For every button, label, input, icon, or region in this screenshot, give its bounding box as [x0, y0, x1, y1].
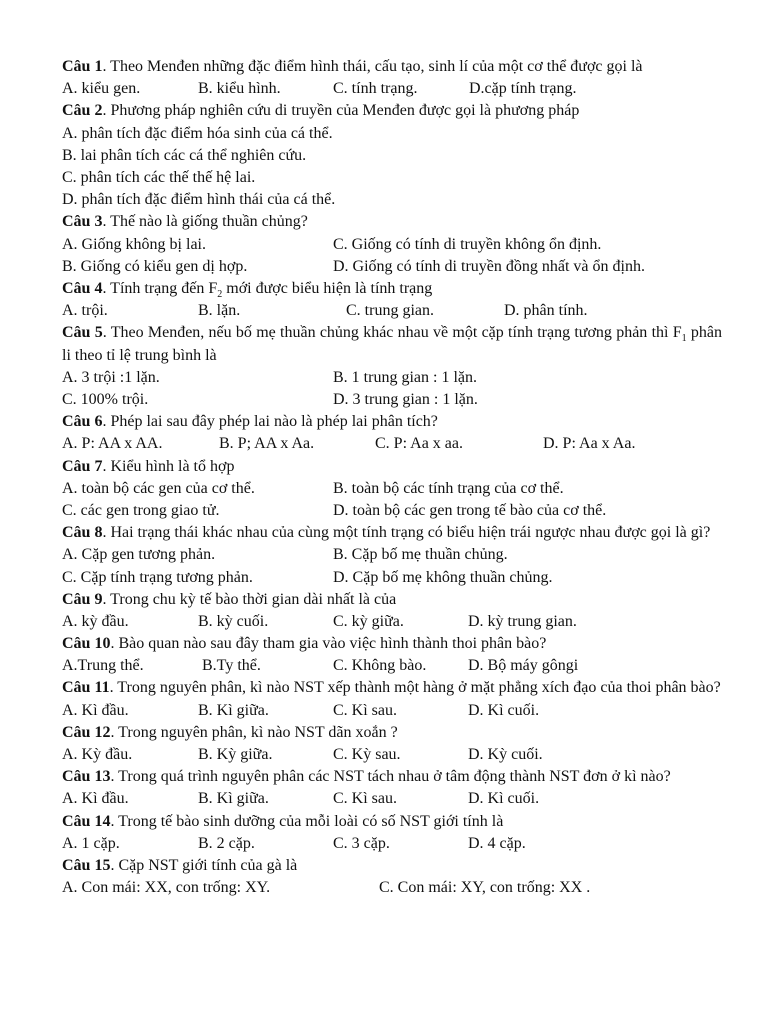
- answer-option: D. Bộ máy gôngi: [468, 657, 579, 675]
- answer-option: B. Kì giữa.: [198, 790, 269, 808]
- answer-option: B. Giống có kiểu gen dị hợp.: [62, 257, 248, 275]
- question-number: Câu 11: [62, 679, 110, 697]
- question-number: Câu 7: [62, 457, 103, 475]
- answer-option: A. trội.: [62, 302, 108, 320]
- answer-option: B. toàn bộ các tính trạng của cơ thể.: [333, 479, 564, 497]
- question-number: Câu 14: [62, 812, 111, 830]
- answer-option: C. các gen trong giao tử.: [62, 501, 220, 519]
- answer-row: [62, 300, 722, 322]
- answer-option: D. P: Aa x Aa.: [543, 435, 636, 453]
- answer-option: B.Ty thể.: [202, 657, 261, 675]
- answer-row: [62, 500, 722, 522]
- answer-option: C. Kì sau.: [333, 790, 397, 808]
- answer-option: C. P: Aa x aa.: [375, 435, 463, 453]
- question-11: [62, 677, 722, 699]
- answer-option: C. 3 cặp.: [333, 834, 390, 852]
- answer-option: A.Trung thể.: [62, 657, 144, 675]
- answer-option: B. Kì giữa.: [198, 701, 269, 719]
- answer-option: D. Kỳ cuối.: [468, 746, 543, 764]
- answer-option: D. kỳ trung gian.: [468, 612, 577, 630]
- answer-option: B. kỳ cuối.: [198, 612, 269, 630]
- answer-option: A. 1 cặp.: [62, 834, 120, 852]
- question-number: Câu 3: [62, 213, 103, 231]
- answer-option: A. P: AA x AA.: [62, 435, 163, 453]
- answer-option: B. Cặp bố mẹ thuần chủng.: [333, 546, 508, 564]
- question-number: Câu 6: [62, 413, 103, 431]
- answer-option: B. 2 cặp.: [198, 834, 255, 852]
- subscript: 2: [217, 289, 223, 301]
- answer-option: A. Giống không bị lai.: [62, 235, 206, 253]
- question-number: Câu 13: [62, 768, 111, 786]
- answer-option: C. Kỳ sau.: [333, 746, 401, 764]
- answer-option: A. toàn bộ các gen của cơ thể.: [62, 479, 255, 497]
- answer-option: A. kiểu gen.: [62, 80, 141, 98]
- question-number: Câu 2: [62, 102, 103, 120]
- answer-option: D. Kì cuối.: [468, 790, 540, 808]
- answer-row: [62, 544, 722, 566]
- answer-option: A. Kỳ đầu.: [62, 746, 133, 764]
- question-text: . Cặp NST giới tính của gà là: [110, 857, 298, 875]
- answer-option: D. toàn bộ các gen trong tế bào của cơ thể.: [333, 501, 607, 519]
- answer-option: A. Con mái: XX, con trống: XY.: [62, 879, 271, 897]
- question-number: Câu 12: [62, 723, 111, 741]
- answer-row: [62, 78, 722, 100]
- question-14: [62, 811, 722, 833]
- question-text: . Hai trạng thái khác nhau của cùng một tính trạng có biểu hiện trái ngược nhau được gọi là gì?: [102, 524, 711, 542]
- question-9: [62, 589, 722, 611]
- answer-option: C. Không bào.: [333, 657, 427, 675]
- question-text: . Thế nào là giống thuần chủng?: [102, 213, 308, 231]
- answer-row: [62, 788, 722, 810]
- answer-option: B. Kỳ giữa.: [198, 746, 273, 764]
- question-text: . Theo Menđen, nếu bố mẹ thuần chủng khác nhau về một cặp tính trạng tương phản thì F: [102, 324, 682, 342]
- question-8: [62, 522, 722, 544]
- question-text: . Trong tế bào sinh dưỡng của mỗi loài có số NST giới tính là: [110, 812, 504, 830]
- question-number: Câu 4: [62, 279, 103, 297]
- answer-row: [62, 256, 722, 278]
- question-text: . Phương pháp nghiên cứu di truyền của Menđen được gọi là phương pháp: [102, 102, 580, 120]
- answer-option: B. P; AA x Aa.: [219, 435, 315, 453]
- question-number: Câu 5: [62, 324, 103, 342]
- answer-row: [62, 877, 722, 899]
- answer-option: D. phân tích đặc điểm hình thái của cá thể.: [62, 191, 336, 209]
- answer-row: [62, 567, 722, 589]
- question-text: . Bào quan nào sau đây tham gia vào việc hình thành thoi phân bào?: [110, 635, 547, 653]
- answer-option: D. Kì cuối.: [468, 701, 540, 719]
- answer-row: [62, 655, 722, 677]
- answer-option: C. Kì sau.: [333, 701, 397, 719]
- question-text: . Tính trạng đến F: [102, 279, 218, 297]
- answer-option: B. lai phân tích các cá thể nghiên cứu.: [62, 146, 307, 164]
- quiz-page: [62, 56, 722, 899]
- answer-option: B. kiểu hình.: [198, 80, 281, 98]
- answer-option: C. kỳ giữa.: [333, 612, 404, 630]
- answer-row: [62, 389, 722, 411]
- answer-row: [62, 433, 722, 455]
- answer-row: [62, 611, 722, 633]
- answer-row: [62, 833, 722, 855]
- question-text: phân li theo tỉ lệ trung bình là: [62, 324, 723, 364]
- answer-option: D. 3 trung gian : 1 lặn.: [333, 390, 478, 408]
- answer-row: [62, 234, 722, 256]
- answer-option: D. Cặp bố mẹ không thuần chủng.: [333, 568, 553, 586]
- question-4: [62, 278, 722, 300]
- answer-option: C. Giống có tính di truyền không ổn định.: [333, 235, 602, 253]
- question-10: [62, 633, 722, 655]
- answer-row: [62, 367, 722, 389]
- question-12: [62, 722, 722, 744]
- question-number: Câu 15: [62, 857, 111, 875]
- answer-option: A. kỳ đầu.: [62, 612, 129, 630]
- question-text: . Trong quá trình nguyên phân các NST tách nhau ở tâm động thành NST đơn ở kì nào?: [110, 768, 671, 786]
- answer-option: C. trung gian.: [346, 302, 434, 320]
- question-text: . Theo Menđen những đặc điểm hình thái, cấu tạo, sinh lí của một cơ thể được gọi là: [102, 58, 643, 75]
- answer-option: A. Cặp gen tương phản.: [62, 546, 216, 564]
- answer-row: [62, 478, 722, 500]
- answer-option: C. phân tích các thế thế hệ lai.: [62, 169, 256, 186]
- question-text: . Trong nguyên phân, kì nào NST xếp thành một hàng ở mặt phẳng xích đạo của thoi phân bào?: [109, 679, 721, 697]
- answer-option: C. Con mái: XY, con trống: XX .: [379, 879, 591, 897]
- question-number: Câu 9: [62, 590, 103, 608]
- question-number: Câu 8: [62, 524, 103, 542]
- question-text: . Phép lai sau đây phép lai nào là phép lai phân tích?: [102, 413, 438, 431]
- answer-option: D. 4 cặp.: [468, 834, 526, 852]
- subscript: 1: [681, 333, 687, 345]
- answer-option: D. phân tính.: [504, 302, 588, 320]
- question-15: [62, 855, 722, 877]
- answer-option: B. 1 trung gian : 1 lặn.: [333, 368, 477, 386]
- answer-option: C. tính trạng.: [333, 80, 418, 98]
- answer-row: [62, 744, 722, 766]
- question-text: . Trong chu kỳ tế bào thời gian dài nhất là của: [102, 590, 397, 608]
- answer-option: D.cặp tính trạng.: [469, 80, 577, 98]
- answer-row: [62, 700, 722, 722]
- question-text: mới được biểu hiện là tính trạng: [222, 279, 433, 297]
- question-7: [62, 456, 722, 478]
- question-number: Câu 1: [62, 58, 103, 75]
- answer-option: A. phân tích đặc điểm hóa sinh của cá thể.: [62, 124, 333, 142]
- answer-option: B. lặn.: [198, 302, 241, 320]
- question-13: [62, 766, 722, 788]
- question-2: [62, 100, 722, 122]
- question-5: [62, 322, 722, 366]
- answer-option: C. Cặp tính trạng tương phản.: [62, 568, 253, 586]
- question-text: . Kiểu hình là tổ hợp: [102, 457, 235, 475]
- answer-option: D. Giống có tính di truyền đồng nhất và ổn định.: [333, 257, 645, 275]
- question-3: [62, 211, 722, 233]
- question-6: [62, 411, 722, 433]
- answer-option: A. 3 trội :1 lặn.: [62, 368, 160, 386]
- question-1: [62, 56, 722, 78]
- question-text: . Trong nguyên phân, kì nào NST dãn xoắn ?: [110, 723, 398, 741]
- question-number: Câu 10: [62, 635, 111, 653]
- answer-option: A. Kì đầu.: [62, 790, 129, 808]
- answer-option: A. Kì đầu.: [62, 701, 129, 719]
- answer-option: C. 100% trội.: [62, 390, 149, 408]
